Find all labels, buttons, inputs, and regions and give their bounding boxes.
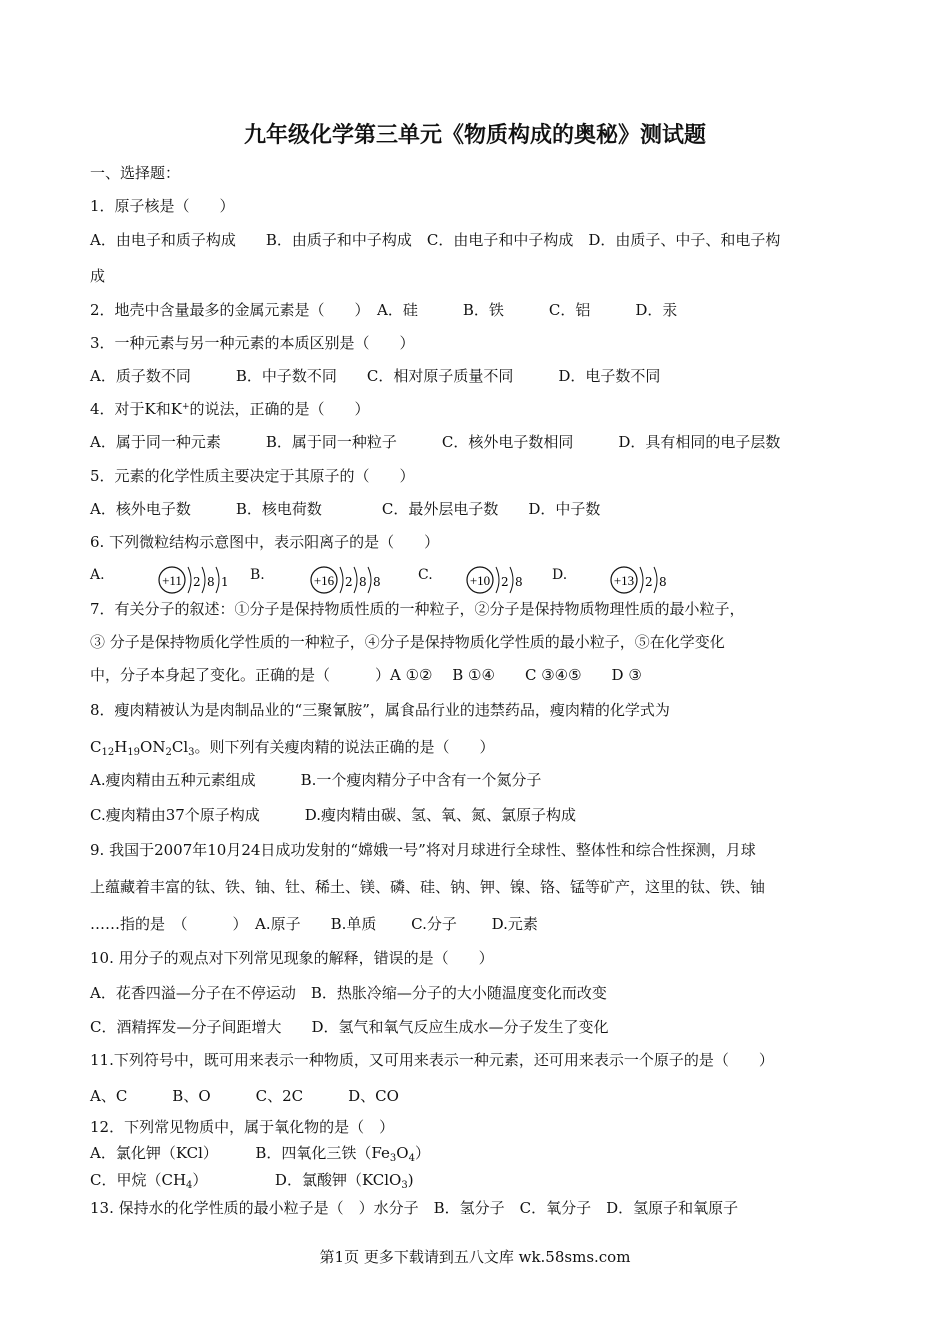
question-11-options: A、C B、O C、2C D、CO (90, 1087, 399, 1105)
atom-b-label: B. (250, 567, 265, 583)
question-7: 7．有关分子的叙述：①分子是保持物质性质的一种粒子，②分子是保持物质物理性质的最小粒子， (90, 600, 745, 618)
question-7-cont-1: ③ 分子是保持物质化学性质的一种粒子，④分子是保持物质化学性质的最小粒子，⑤在化学变化 (90, 633, 725, 651)
atom-c-label: C. (418, 567, 433, 583)
question-10-options-1: A．花香四溢—分子在不停运动 B．热胀冷缩—分子的大小随温度变化而改变 (90, 984, 607, 1002)
question-10: 10. 用分子的观点对下列常见现象的解释，错误的是（ ） (90, 949, 494, 967)
atom-c-nucleus: +10 (469, 573, 491, 588)
atom-d-shell-1: 2 (645, 575, 653, 589)
question-13: 13. 保持水的化学性质的最小粒子是（ ）水分子 B．氢分子 C．氧分子 D．氢原子和氧原子 (90, 1199, 739, 1217)
question-8-options-2: C.瘦肉精由37个原子构成 D.瘦肉精由碳、氢、氧、氮、氯原子构成 (90, 806, 577, 824)
question-12: 12．下列常见物质中，属于氧化物的是（ ） (90, 1118, 395, 1136)
question-5: 5．元素的化学性质主要决定于其原子的（ ） (90, 467, 415, 485)
atom-b-shell-2: 8 (359, 575, 367, 589)
atom-a-svg (152, 565, 302, 597)
atom-d-nucleus: +13 (613, 573, 635, 588)
atom-a-shell-1: 2 (193, 575, 201, 589)
atom-a-nucleus: +11 (162, 573, 182, 588)
question-9-cont-2: ……指的是 （ ） A.原子 B.单质 C.分子 D.元素 (90, 915, 538, 933)
atom-b-shell-1: 2 (345, 575, 353, 589)
question-9: 9. 我国于2007年10月24日成功发射的“嫦娥一号”将对月球进行全球性、整体性和综合性探测，月球 (90, 841, 756, 859)
atom-c-shell-2: 8 (515, 575, 523, 589)
atom-a-shell-2: 8 (207, 575, 215, 589)
question-8-formula: $C_{12}H_{19}ON_2Cl_3$。则下列有关瘦肉精的说法正确的是（ ） (90, 738, 495, 758)
atom-b-shell-3: 8 (373, 575, 381, 589)
question-8-options-1: A.瘦肉精由五种元素组成 B.一个瘦肉精分子中含有一个氮分子 (90, 771, 542, 789)
question-11: 11.下列符号中，既可用来表示一种物质，又可用来表示一种元素，还可用来表示一个原子的是（ ） (90, 1051, 774, 1069)
question-7-cont-2: 中，分子本身起了变化。正确的是（ ）A ①② B ①④ C ③④⑤ D ③ (90, 666, 642, 684)
atom-d-shell-2: 8 (659, 575, 667, 589)
question-12-options-1: A．氯化钾（KCl） B．四氧化三铁$(Fe_3O_4)$ (90, 1144, 430, 1164)
question-10-options-2: C．酒精挥发—分子间距增大 D．氢气和氧气反应生成水—分子发生了变化 (90, 1018, 609, 1036)
question-9-cont-1: 上蕴藏着丰富的钛、铁、铀、钍、稀土、镁、磷、硅、钠、钾、镍、铬、锰等矿产，这里的钛、铁、铀 (90, 878, 766, 896)
page-title: 九年级化学第三单元《物质构成的奥秘》测试题 (243, 122, 706, 148)
section-heading: 一、选择题： (90, 164, 181, 182)
atom-c-shell-1: 2 (501, 575, 509, 589)
question-8: 8．瘦肉精被认为是肉制品业的“三聚氰胺”，属食品行业的违禁药品，瘦肉精的化学式为 (90, 701, 670, 719)
question-4-options: A．属于同一种元素 B．属于同一种粒子 C．核外电子数相同 D．具有相同的电子层数 (90, 433, 781, 451)
question-1: 1．原子核是（ ） (90, 197, 235, 215)
question-2: 2．地壳中含量最多的金属元素是（ ） A．硅 B．铁 C．铝 D．汞 (90, 301, 678, 319)
atom-a-label: A. (90, 567, 105, 583)
question-4: 4．对于K和K+的说法，正确的是（ ） (90, 400, 370, 418)
atom-b-nucleus: +16 (313, 573, 335, 588)
question-12-options-2: C．甲烷$(CH_4)$ D．氯酸钾（KClO$_3$) (90, 1171, 414, 1191)
question-1-options-cont: 成 (90, 267, 106, 285)
question-6: 6. 下列微粒结构示意图中，表示阳离子的是（ ） (90, 533, 440, 551)
atom-a-shell-3: 1 (221, 575, 229, 589)
question-3-options: A．质子数不同 B．中子数不同 C．相对原子质量不同 D．电子数不同 (90, 367, 661, 385)
atom-d-label: D. (552, 567, 568, 583)
page-footer: 第1页 更多下载请到五八文库 wk.58sms.com (319, 1248, 631, 1266)
question-5-options: A．核外电子数 B．核电荷数 C．最外层电子数 D．中子数 (90, 500, 601, 518)
atom-d-svg (604, 565, 724, 597)
question-1-options: A．由电子和质子构成 B．由质子和中子构成 C．由电子和中子构成 D．由质子、中子、和电子构 (90, 231, 781, 249)
question-3: 3．一种元素与另一种元素的本质区别是（ ） (90, 334, 415, 352)
